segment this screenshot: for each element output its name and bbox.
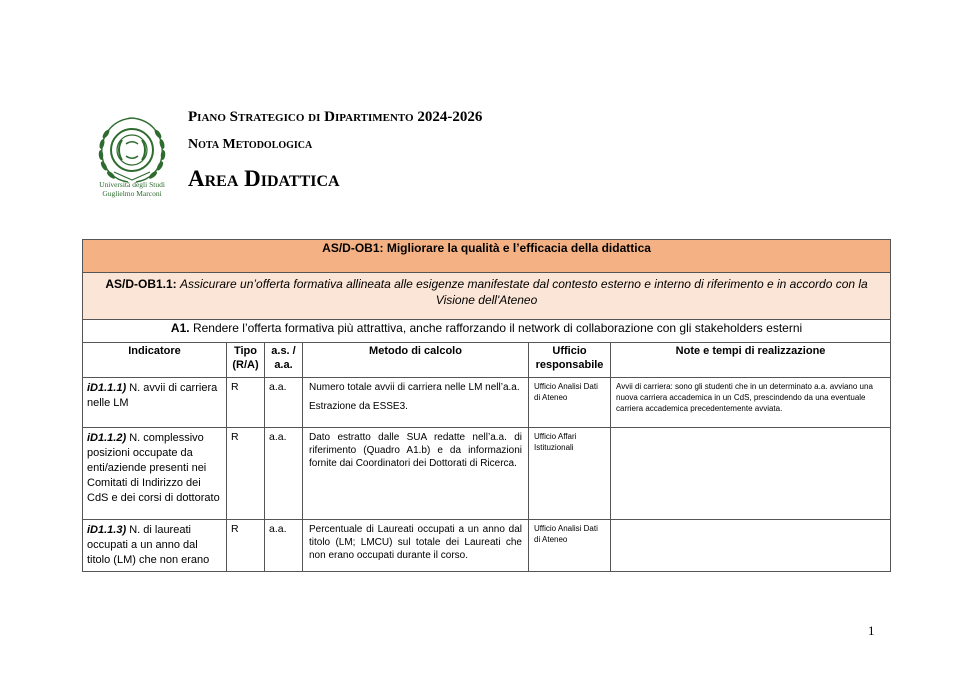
sub-objective-code: AS/D-OB1.1: [105, 277, 177, 291]
document-subtitle: Nota Metodologica [188, 137, 313, 152]
aa-cell: a.a. [265, 378, 303, 428]
action-row [83, 320, 891, 343]
note-cell [611, 428, 891, 520]
area-title: Area Didattica [188, 166, 340, 191]
objective-title: AS/D-OB1: Migliorare la qualità e l’efficacia della didattica [83, 240, 891, 273]
col-aa: a.s. / a.a. [265, 343, 303, 378]
tipo-cell: R [227, 520, 265, 572]
sub-objective-row [83, 273, 891, 320]
indicator-cell [83, 520, 227, 572]
indicator-text: N. di laureati occupati a un anno dal titolo (LM) che non erano [87, 524, 210, 566]
metodo-cell [303, 378, 529, 428]
sub-objective-cell [83, 273, 891, 320]
ufficio-cell: Ufficio Analisi Dati di Ateneo [529, 378, 611, 428]
logo-caption-line2: Guglielmo Marconi [102, 189, 162, 198]
col-indicatore: Indicatore [83, 343, 227, 378]
tipo-cell: R [227, 378, 265, 428]
indicator-text: N. complessivo posizioni occupate da enti/aziende presenti nei Comitati di Indirizzo dei CdS e dei corsi di dottorato [87, 432, 220, 504]
note-cell [611, 520, 891, 572]
sub-objective-text: Assicurare un’offerta formativa allineata alle esigenze manifestate dal contesto esterno e interno di riferimento e in accordo con la Visione dell'Ateneo [180, 277, 868, 307]
ufficio-cell: Ufficio Affari Istituzionali [529, 428, 611, 520]
action-code: A1. [170, 321, 190, 335]
metodo-text: Numero totale avvii di carriera nelle LM nell’a.a. [309, 382, 520, 393]
strategic-plan-table [82, 239, 891, 572]
metodo-source: Estrazione da ESSE3. [309, 401, 408, 412]
action-cell [83, 320, 891, 343]
indicator-code: iD1.1.1) [87, 382, 127, 394]
indicator-text: N. avvii di carriera nelle LM [87, 382, 218, 409]
table-row [83, 428, 891, 520]
col-tipo: Tipo (R/A) [227, 343, 265, 378]
indicator-code: iD1.1.2) [87, 432, 127, 444]
objective-row [83, 240, 891, 273]
indicator-cell [83, 428, 227, 520]
col-metodo: Metodo di calcolo [303, 343, 529, 378]
indicator-cell [83, 378, 227, 428]
note-cell: Avvii di carriera: sono gli studenti che in un determinato a.a. avviano una nuova carriera accademica in un CdS, prescindendo da una eventuale carriera accademica precedentemente avviata. [611, 378, 891, 428]
metodo-text: Dato estratto dalle SUA redatte nell’a.a. di riferimento (Quadro A1.b) e da informazioni fornite dai Coordinatori dei Dottorati di Ricerca. [309, 432, 522, 469]
aa-cell: a.a. [265, 428, 303, 520]
col-note: Note e tempi di realizzazione [611, 343, 891, 378]
page-number: 1 [868, 623, 875, 638]
metodo-cell [303, 520, 529, 572]
action-text: Rendere l’offerta formativa più attrattiva, anche rafforzando il network di collaborazione con gli stakeholders esterni [192, 321, 803, 335]
indicator-code: iD1.1.3) [87, 524, 127, 536]
tipo-cell: R [227, 428, 265, 520]
aa-cell: a.a. [265, 520, 303, 572]
col-ufficio: Ufficio responsabile [529, 343, 611, 378]
table-row [83, 520, 891, 572]
ufficio-cell: Ufficio Analisi Dati di Ateneo [529, 520, 611, 572]
metodo-text: Percentuale di Laureati occupati a un anno dal titolo (LM; LMCU) sul totale dei Laureati che non erano occupati durante il corso. [309, 524, 522, 561]
document-title: Piano Strategico di Dipartimento 2024-2026 [188, 109, 483, 125]
logo-caption [92, 180, 172, 198]
column-header-row [83, 343, 891, 378]
table-row [83, 378, 891, 428]
logo-caption-line1: Università degli Studi [99, 180, 165, 189]
metodo-cell [303, 428, 529, 520]
